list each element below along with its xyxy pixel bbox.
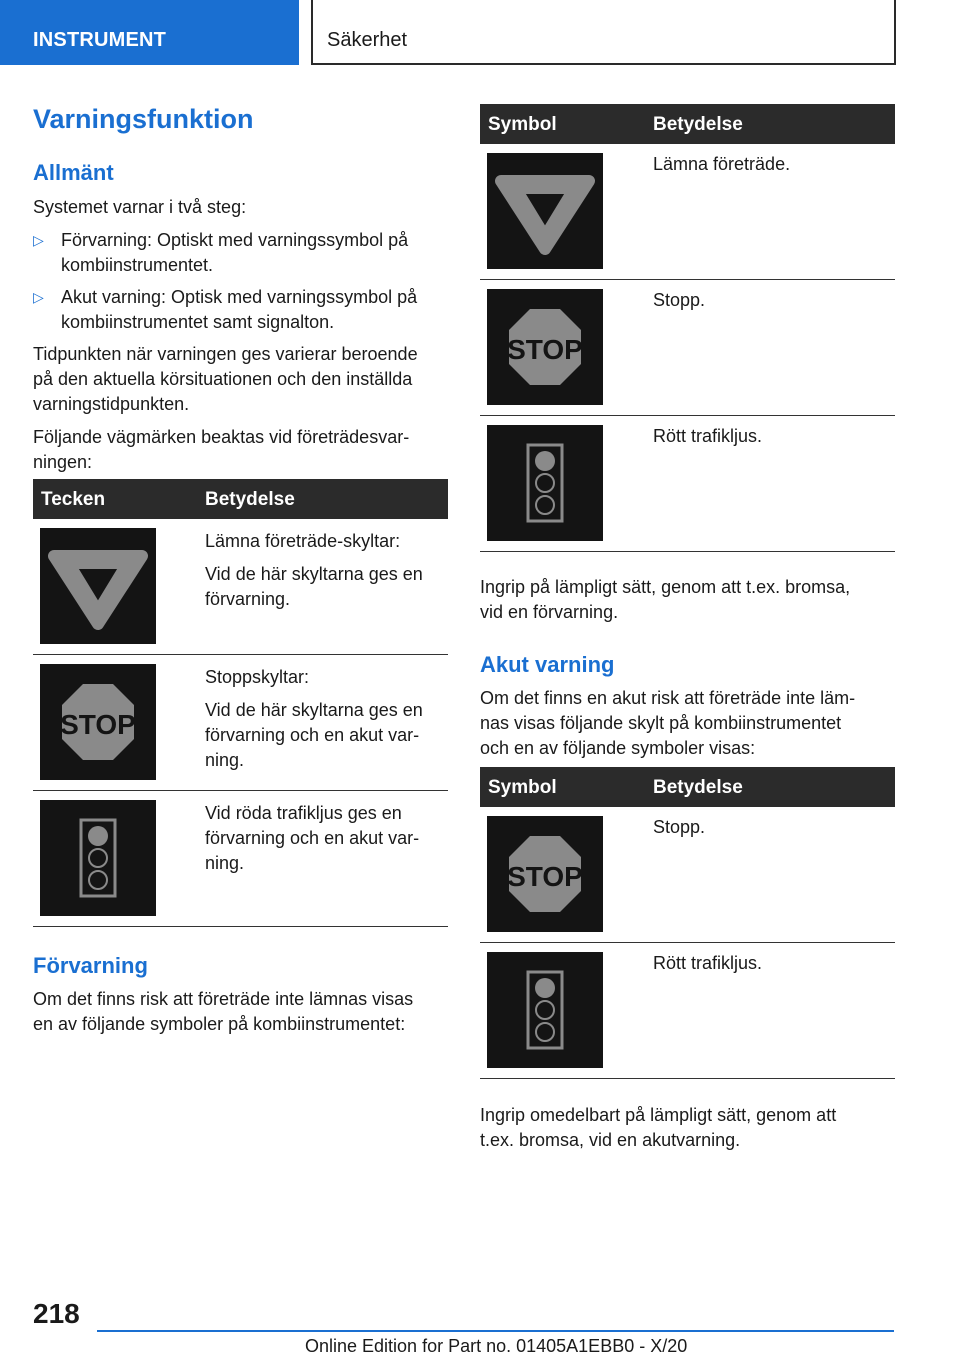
- text-line: Följande vägmärken beaktas vid företrädesvar-: [33, 427, 410, 447]
- bullet-triangle-icon: ▷: [33, 232, 44, 248]
- column-header: Symbol: [488, 777, 557, 798]
- svg-text:STOP: STOP: [507, 861, 583, 892]
- footer-divider: [97, 1330, 894, 1332]
- text-line: Om det finns risk att företräde inte lämnas visas: [33, 989, 414, 1009]
- section-heading-akut: Akut varning: [480, 652, 615, 677]
- bullet-item: [33, 228, 443, 278]
- red-traffic-light-icon: [40, 800, 156, 916]
- section-heading-forvarning: Förvarning: [33, 953, 148, 978]
- edition-text: Online Edition for Part no. 01405A1EBB0 - X/20: [305, 1336, 688, 1356]
- bullet-line: Akut varning: Optisk med varningssymbol på: [61, 287, 418, 307]
- text-line: en av följande symboler på kombiinstrumentet:: [33, 1014, 406, 1034]
- table-row: [33, 519, 448, 655]
- text-line: Tidpunkten när varningen ges varierar beroende: [33, 344, 418, 364]
- yield-sign-icon: [40, 528, 156, 644]
- text-line: och en av följande symboler visas:: [480, 738, 756, 758]
- yield-sign-icon: [487, 153, 603, 269]
- bullet-line: kombiinstrumentet samt signalton.: [61, 312, 335, 332]
- paragraph: [33, 425, 448, 475]
- bullet-triangle-icon: ▷: [33, 289, 44, 305]
- description-line: Vid röda trafikljus ges en: [205, 803, 402, 823]
- description-line: förvarning och en akut var-: [205, 725, 420, 745]
- column-header: Betydelse: [653, 777, 743, 798]
- column-header: Symbol: [488, 114, 557, 135]
- stop-sign-icon: [40, 664, 156, 780]
- description-line: ning.: [205, 853, 245, 873]
- table-row: [480, 280, 895, 416]
- description-line: Stopp.: [653, 290, 706, 310]
- stop-sign-icon: [487, 816, 603, 932]
- description-line: Lämna företräde-skyltar:: [205, 531, 401, 551]
- description-line: förvarning.: [205, 589, 291, 609]
- table-row: [480, 144, 895, 280]
- column-header: Tecken: [41, 489, 106, 510]
- description-line: Vid de här skyltarna ges en: [205, 564, 423, 584]
- text-line: Ingrip på lämpligt sätt, genom att t.ex. bromsa,: [480, 577, 851, 597]
- text-line: varningstidpunkten.: [33, 394, 190, 414]
- description-line: Lämna företräde.: [653, 154, 791, 174]
- red-traffic-light-icon: [487, 425, 603, 541]
- page-title: Varningsfunktion: [33, 104, 254, 134]
- stop-sign-icon: [487, 289, 603, 405]
- column-header: Betydelse: [205, 489, 295, 510]
- paragraph: [480, 686, 895, 761]
- page-number: 218: [33, 1298, 80, 1329]
- text-line: på den aktuella körsituationen och den inställda: [33, 369, 413, 389]
- text-line: nas visas följande skylt på kombiinstrumentet: [480, 713, 842, 733]
- description-line: ning.: [205, 750, 245, 770]
- table-header: [480, 767, 895, 807]
- table-row: [480, 807, 895, 943]
- section-tab: [0, 0, 299, 65]
- paragraph: [480, 575, 895, 625]
- text-line: Om det finns en akut risk att företräde inte läm-: [480, 688, 856, 708]
- red-traffic-light-icon: [487, 952, 603, 1068]
- table-row: [33, 791, 448, 927]
- chapter-label: Säkerhet: [327, 29, 408, 51]
- text-line: t.ex. bromsa, vid en akutvarning.: [480, 1130, 741, 1150]
- paragraph: [33, 987, 448, 1037]
- bullet-item: [33, 285, 443, 335]
- intro-text: Systemet varnar i två steg:: [33, 197, 247, 217]
- paragraph: [480, 1103, 895, 1153]
- text-line: Ingrip omedelbart på lämpligt sätt, genom att: [480, 1105, 837, 1125]
- table-row: [480, 943, 895, 1079]
- description-line: Vid de här skyltarna ges en: [205, 700, 423, 720]
- section-label: INSTRUMENT: [33, 29, 167, 51]
- paragraph: [33, 342, 448, 417]
- description-line: Stopp.: [653, 817, 706, 837]
- table-header: [33, 479, 448, 519]
- description-line: Rött trafikljus.: [653, 426, 763, 446]
- description-line: Rött trafikljus.: [653, 953, 763, 973]
- description-line: Stoppskyltar:: [205, 667, 310, 687]
- bullet-line: kombiinstrumentet.: [61, 255, 214, 275]
- table-row: [480, 416, 895, 552]
- table-row: [33, 655, 448, 791]
- svg-text:STOP: STOP: [507, 334, 583, 365]
- svg-text:STOP: STOP: [60, 709, 136, 740]
- description-line: förvarning och en akut var-: [205, 828, 420, 848]
- chapter-tab: [311, 0, 896, 65]
- table-header: [480, 104, 895, 144]
- column-header: Betydelse: [653, 114, 743, 135]
- section-heading-allmant: Allmänt: [33, 160, 114, 185]
- text-line: vid en förvarning.: [480, 602, 619, 622]
- text-line: ningen:: [33, 452, 93, 472]
- bullet-line: Förvarning: Optiskt med varningssymbol på: [61, 230, 409, 250]
